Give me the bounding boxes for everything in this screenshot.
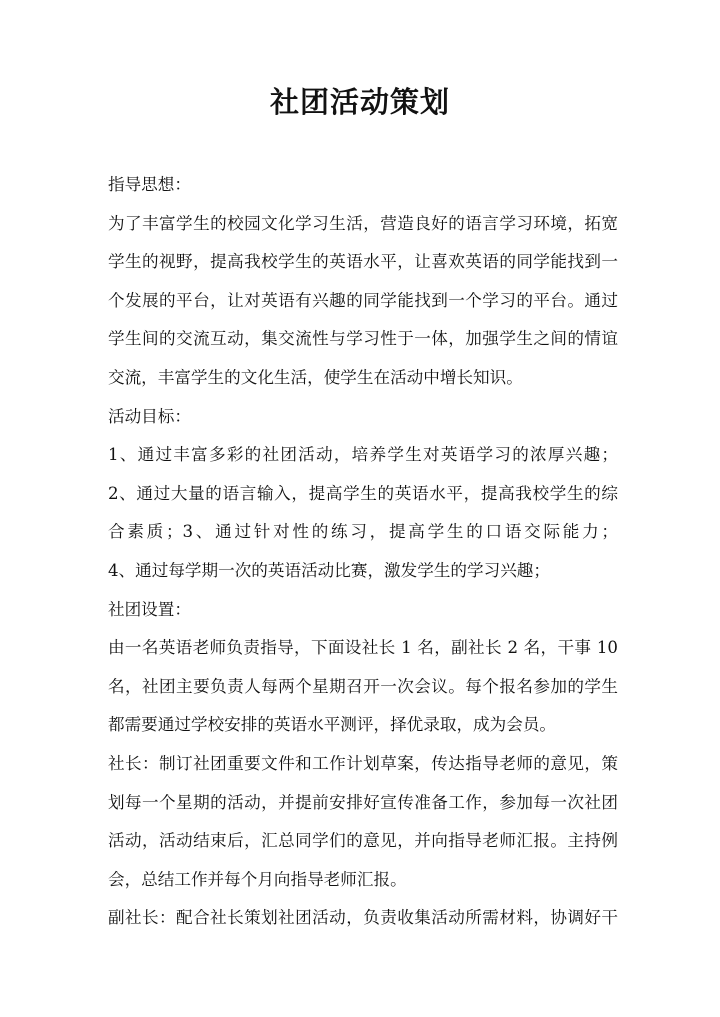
goal-item: 4、通过每学期一次的英语活动比赛，激发学生的学习兴趣； xyxy=(108,560,550,580)
text-line: 都需要通过学校安排的英语水平测评，择优录取，成为会员。 xyxy=(108,715,557,735)
text-line: 交流，丰富学生的文化生活，使学生在活动中增长知识。 xyxy=(108,367,523,387)
text-line: 名，社团主要负责人每两个星期召开一次会议。每个报名参加的学生 xyxy=(108,676,618,696)
text-line: 学生间的交流互动，集交流性与学习性于一体，加强学生之间的情谊 xyxy=(108,329,618,349)
document-title: 社团活动策划 xyxy=(269,85,450,119)
text-line: 学生的视野，提高我校学生的英语水平，让喜欢英语的同学能找到一 xyxy=(108,252,618,272)
text-line: 社长：制订社团重要文件和工作计划草案，传达指导老师的意见，策 xyxy=(108,753,618,773)
document-body xyxy=(108,166,618,938)
goal-item: 合素质；3、通过针对性的练习，提高学生的口语交际能力； xyxy=(108,522,618,542)
text-line: 活动，活动结束后，汇总同学们的意见，并向指导老师汇报。主持例 xyxy=(108,831,618,851)
heading-club-setup: 社团设置： xyxy=(108,599,191,619)
heading-guiding-ideology: 指导思想： xyxy=(108,175,191,194)
goal-item: 1、通过丰富多彩的社团活动，培养学生对英语学习的浓厚兴趣； xyxy=(108,445,618,465)
text-line: 会，总结工作并每个月向指导老师汇报。 xyxy=(108,869,407,889)
goal-item: 2、通过大量的语言输入，提高学生的英语水平，提高我校学生的综 xyxy=(108,483,618,503)
text-line: 个发展的平台，让对英语有兴趣的同学能找到一个学习的平台。通过 xyxy=(108,290,618,310)
text-line: 由一名英语老师负责指导，下面设社长 1 名，副社长 2 名，干事 10 xyxy=(108,638,618,658)
text-line: 副社长：配合社长策划社团活动，负责收集活动所需材料，协调好干 xyxy=(108,908,618,928)
heading-activity-goals: 活动目标： xyxy=(108,406,191,426)
text-line: 划每一个星期的活动，并提前安排好宣传准备工作，参加每一次社团 xyxy=(108,792,618,812)
text-line: 为了丰富学生的校园文化学习生活，营造良好的语言学习环境，拓宽 xyxy=(108,213,618,233)
